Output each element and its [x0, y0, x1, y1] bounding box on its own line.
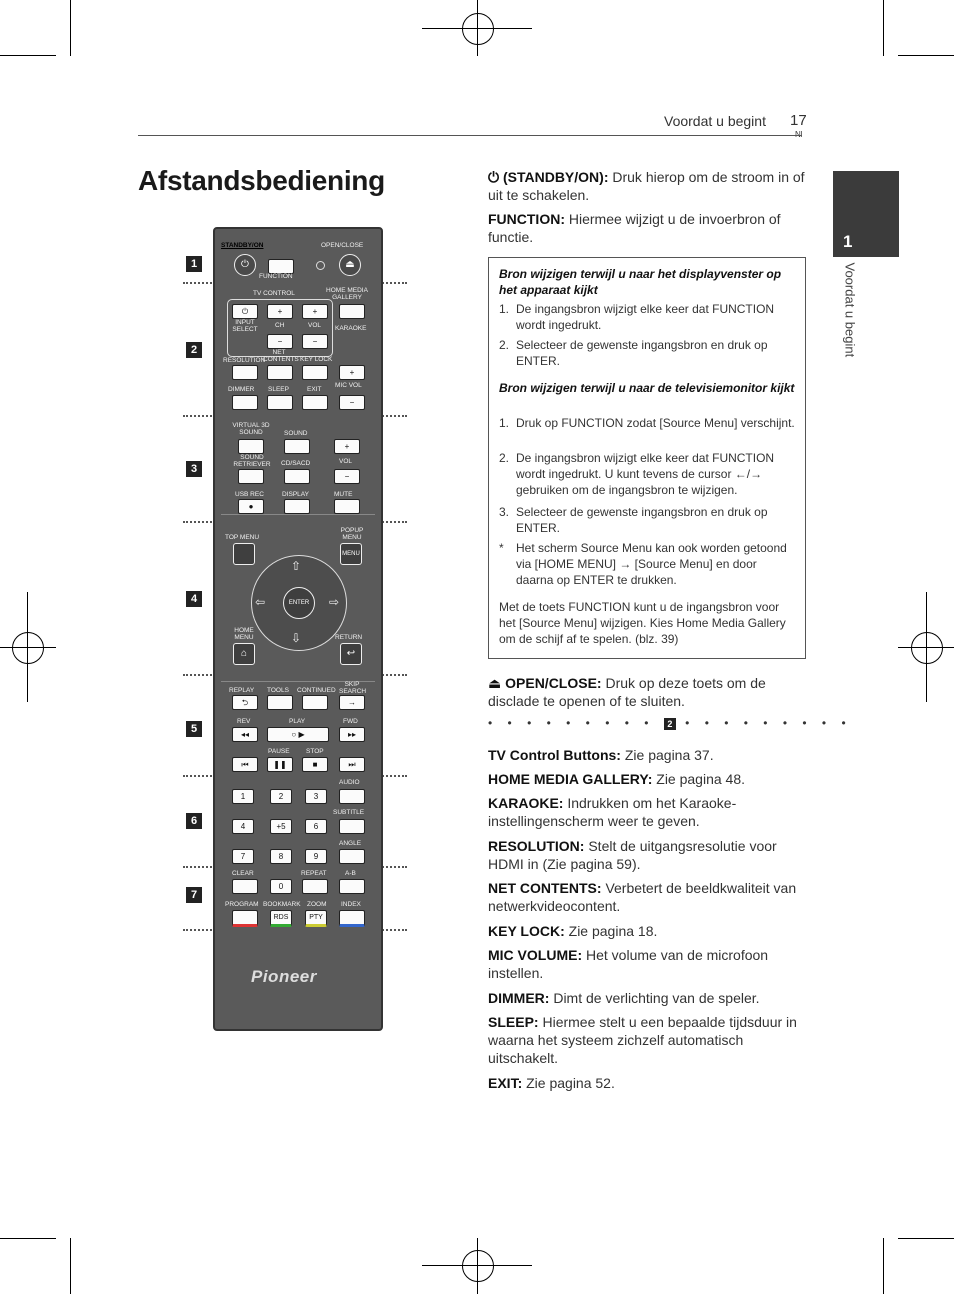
standby-text: Druk hierop om de stroom in of uit te schakelen. [488, 169, 805, 203]
usb-rec-button[interactable]: ● [238, 499, 264, 514]
crop-mark [883, 1238, 884, 1294]
registration-mark [12, 632, 44, 664]
right-arrow-icon[interactable]: ⇨ [329, 595, 340, 609]
subtitle-button[interactable] [339, 819, 365, 834]
ch-label: CH [275, 322, 285, 329]
item-term: NET CONTENTS: [488, 880, 602, 896]
tv-control-label: TV CONTROL [253, 290, 295, 297]
function-description [488, 210, 806, 246]
item-home-media [488, 770, 806, 788]
list-item: 1. Druk op FUNCTION zodat [Source Menu] verschijnt. [499, 415, 797, 431]
enter-button[interactable]: ENTER [283, 587, 315, 619]
left-arrow-icon[interactable]: ⇦ [255, 595, 266, 609]
play-label: PLAY [289, 718, 306, 725]
display-button[interactable] [284, 499, 310, 514]
digit-2-button[interactable]: 2 [270, 789, 292, 804]
digit-plus5-button[interactable]: +5 [270, 819, 292, 834]
sound-retriever-label: SOUND RETRIEVER [233, 454, 271, 468]
item-text: Het volume van de microfoon instellen. [488, 947, 769, 981]
skip-search-label: SKIP SEARCH [339, 681, 367, 695]
list-item-text: Druk op FUNCTION zodat [Source Menu] verschijnt. [516, 416, 795, 430]
net-contents-button[interactable] [267, 365, 293, 380]
program-button[interactable] [232, 910, 258, 927]
top-menu-button[interactable] [233, 543, 255, 565]
box-heading-2: Bron wijzigen terwijl u naar de televisiemonitor kijkt [499, 381, 795, 395]
item-mic-volume [488, 946, 806, 982]
popup-menu-label: POPUP MENU [340, 527, 364, 541]
item-tv-control [488, 746, 806, 764]
brand-logo: Pioneer [251, 967, 317, 986]
crop-mark [0, 1238, 56, 1239]
mic-vol-down-button[interactable]: − [339, 395, 365, 410]
section-2-marker: 2 [664, 718, 676, 730]
list-item: 2. Selecteer de gewenste ingangsbron en druk op ENTER. [499, 337, 797, 369]
sleep-label: SLEEP [268, 386, 289, 393]
item-term: MIC VOLUME: [488, 947, 583, 963]
angle-label: ANGLE [339, 840, 362, 847]
item-text: Zie pagina 52. [522, 1075, 615, 1091]
subtitle-label: SUBTITLE [333, 809, 365, 816]
open-close-term: OPEN/CLOSE: [505, 675, 602, 691]
vol-down-main-button[interactable]: − [334, 469, 360, 484]
digit-4-button[interactable]: 4 [232, 819, 254, 834]
replay-label: REPLAY [229, 687, 255, 694]
section-marker-2: 2 [186, 342, 202, 358]
digit-9-button[interactable]: 9 [305, 849, 327, 864]
fwd-label: FWD [343, 718, 358, 725]
item-term: DIMMER: [488, 990, 550, 1006]
eject-icon: ⏏ [488, 675, 506, 691]
clear-button[interactable] [232, 879, 258, 894]
fwd-button[interactable]: ▸▸ [339, 727, 365, 742]
item-net-contents [488, 879, 806, 915]
function-button[interactable] [268, 259, 294, 274]
list-item: 1. De ingangsbron wijzigt elke keer dat FUNCTION wordt ingedrukt. [499, 301, 797, 333]
page-number: 17 [790, 112, 807, 129]
open-close-button[interactable]: ⏏ [339, 254, 361, 276]
item-text: Verbetert de beeldkwaliteit van netwerkvideocontent. [488, 880, 797, 914]
item-term: KEY LOCK: [488, 923, 565, 939]
list-item-text: Selecteer de gewenste ingangsbron en druk op ENTER. [516, 505, 768, 535]
digit-0-button[interactable]: 0 [270, 879, 292, 894]
tv-power-button[interactable]: ⏻ [232, 304, 258, 319]
item-text: Stelt de uitgangsresolutie voor HDMI in (Zie pagina 59). [488, 838, 777, 872]
index-label: INDEX [341, 901, 361, 908]
prev-button[interactable]: ⏮ [232, 757, 258, 772]
resolution-button[interactable] [232, 365, 258, 380]
mic-vol-up-button[interactable]: + [339, 365, 365, 380]
rev-label: REV [237, 718, 251, 725]
footnote [499, 540, 797, 588]
exit-label: EXIT [307, 386, 322, 393]
key-lock-label: KEY LOCK [300, 356, 333, 363]
section-marker-3: 3 [186, 461, 202, 477]
audio-button[interactable] [339, 789, 365, 804]
item-text: Hiermee stelt u een bepaalde tijdsduur in waarna het systeem zichzelf automatisch uitschakelt. [488, 1014, 797, 1066]
input-select-label: INPUT SELECT [232, 319, 258, 333]
digit-3-button[interactable]: 3 [305, 789, 327, 804]
vol-up-main-button[interactable]: + [334, 439, 360, 454]
up-arrow-icon[interactable]: ⇧ [291, 559, 302, 573]
vol-down-button[interactable]: − [302, 334, 328, 349]
section-marker-4: 4 [186, 591, 202, 607]
continued-button[interactable] [302, 695, 328, 710]
footnote-text: Het scherm Source Menu kan ook worden getoond via [HOME MENU] → [Source Menu] en door daarna op ENTER te drukken. [516, 541, 787, 587]
footnote-mark: * [499, 541, 504, 555]
index-button[interactable] [339, 910, 365, 927]
indicator-led [316, 261, 325, 270]
karaoke-label: KARAOKE [335, 325, 367, 332]
item-dimmer [488, 989, 806, 1007]
item-key-lock [488, 922, 806, 940]
item-text: Zie pagina 37. [620, 747, 714, 763]
pause-button[interactable]: ❚❚ [267, 757, 293, 772]
registration-mark [462, 1250, 494, 1282]
remote-control-illustration [213, 227, 383, 1031]
section-marker-5: 5 [186, 721, 202, 737]
standby-description [488, 168, 806, 204]
item-term: EXIT: [488, 1075, 523, 1091]
digit-1-button[interactable]: 1 [232, 789, 254, 804]
item-term: KARAOKE: [488, 795, 564, 811]
tools-button[interactable] [267, 695, 293, 710]
open-close-label: OPEN/CLOSE [321, 242, 364, 249]
open-close-text: Druk op deze toets om de disclade te openen of te sluiten. [488, 675, 766, 709]
next-button[interactable]: ⏭ [339, 757, 365, 772]
mute-label: MUTE [334, 491, 353, 498]
list-item-text: De ingangsbron wijzigt elke keer dat FUNCTION wordt ingedrukt. U kunt tevens de cursor ←/→ gebruiken om de ingangsbron te wijzigen. [516, 451, 775, 497]
digit-7-button[interactable]: 7 [232, 849, 254, 864]
stop-button[interactable]: ■ [302, 757, 328, 772]
standby-icon: ⏻ [488, 169, 503, 185]
replay-button[interactable]: ⮌ [232, 695, 258, 710]
repeat-label: REPEAT [301, 870, 327, 877]
section-marker-6: 6 [186, 813, 202, 829]
dimmer-label: DIMMER [228, 386, 255, 393]
ch-up-button[interactable]: + [267, 304, 293, 319]
top-menu-label: TOP MENU [225, 534, 260, 541]
running-header: Voordat u begint [664, 113, 766, 129]
bookmark-label: BOOKMARK [263, 901, 301, 908]
display-label: DISPLAY [282, 491, 309, 498]
chapter-number: 1 [843, 232, 853, 251]
section-marker-7: 7 [186, 887, 202, 903]
audio-label: AUDIO [339, 779, 360, 786]
clear-label: CLEAR [232, 870, 254, 877]
virtual-3d-button[interactable] [238, 439, 264, 454]
list-item-text: De ingangsbron wijzigt elke keer dat FUNCTION wordt ingedrukt. [516, 302, 775, 332]
down-arrow-icon[interactable]: ⇩ [291, 631, 302, 645]
digit-6-button[interactable]: 6 [305, 819, 327, 834]
standby-label: STANDBY/ON [221, 242, 264, 249]
usb-rec-label: USB REC [235, 491, 264, 498]
registration-mark [911, 632, 943, 664]
function-term: FUNCTION: [488, 211, 565, 227]
item-text: Indrukken om het Karaokeinstellingenscherm weer te geven. [488, 795, 737, 829]
net-contents-label: NET CONTENTS [263, 349, 299, 363]
vol-up-button[interactable]: + [302, 304, 328, 319]
return-button[interactable]: ↩ [340, 643, 362, 665]
repeat-button[interactable] [302, 879, 328, 894]
mic-vol-label: MIC VOL [335, 382, 362, 389]
registration-mark [462, 13, 494, 45]
item-text: Dimt de verlichting van de speler. [549, 990, 760, 1006]
page-title: Afstandsbediening [138, 165, 385, 196]
standby-term: (STANDBY/ON): [502, 169, 609, 185]
crop-mark [883, 0, 884, 56]
home-menu-label: HOME MENU [234, 627, 254, 641]
cd-sacd-button[interactable] [284, 469, 310, 484]
item-term: HOME MEDIA GALLERY: [488, 771, 653, 787]
vol-main-label: VOL [339, 458, 353, 465]
sleep-button[interactable] [267, 395, 293, 410]
zoom-button[interactable]: PTY [305, 910, 327, 927]
cd-sacd-label: CD/SACD [281, 460, 311, 467]
vol-label: VOL [308, 322, 322, 329]
item-karaoke [488, 794, 806, 830]
rev-button[interactable]: ◂◂ [232, 727, 258, 742]
continued-label: CONTINUED [297, 687, 336, 694]
item-text: Zie pagina 18. [564, 923, 658, 939]
function-label: FUNCTION [259, 273, 293, 280]
zoom-label: ZOOM [307, 901, 327, 908]
dimmer-button[interactable] [232, 395, 258, 410]
list-item-text: Selecteer de gewenste ingangsbron en druk op ENTER. [516, 338, 768, 368]
section-marker-1: 1 [186, 256, 202, 272]
crop-mark [70, 0, 71, 56]
sound-button[interactable] [284, 439, 310, 454]
function-text: Hiermee wijzigt u de invoerbron of functie. [488, 211, 781, 245]
ch-down-button[interactable]: − [267, 334, 293, 349]
list-item: 3. Selecteer de gewenste ingangsbron en druk op ENTER. [499, 504, 797, 536]
home-menu-button[interactable]: ⌂ [233, 643, 255, 665]
item-term: TV Control Buttons: [488, 747, 621, 763]
pause-label: PAUSE [268, 748, 290, 755]
bookmark-button[interactable]: RDS [270, 910, 292, 927]
section-2-separator: • • • • • • • • • 2 • • • • • • • • • [488, 716, 852, 730]
digit-8-button[interactable]: 8 [270, 849, 292, 864]
box-heading-1: Bron wijzigen terwijl u naar het displayvenster op het apparaat kijkt [499, 267, 782, 297]
mute-button[interactable] [334, 499, 360, 514]
item-exit [488, 1074, 806, 1092]
chapter-side-label: Voordat u begint [842, 262, 858, 358]
skip-search-button[interactable]: → [339, 695, 365, 710]
home-media-label: HOME MEDIA GALLERY [326, 287, 368, 301]
standby-button[interactable]: ⏻ [234, 254, 256, 276]
play-button[interactable]: ○ ▶ [267, 727, 329, 742]
remote-divider [221, 514, 375, 515]
item-resolution [488, 837, 806, 873]
item-term: RESOLUTION: [488, 838, 585, 854]
stop-label: STOP [306, 748, 324, 755]
list-item: 2. De ingangsbron wijzigt elke keer dat FUNCTION wordt ingedrukt. U kunt tevens de cursor ←/→ gebruiken om de ingangsbron te wijzigen. [499, 450, 797, 498]
open-close-description [488, 674, 806, 710]
key-lock-button[interactable] [302, 365, 328, 380]
ab-button[interactable] [339, 879, 365, 894]
item-term: SLEEP: [488, 1014, 539, 1030]
virtual-3d-label: VIRTUAL 3D SOUND [232, 422, 270, 436]
resolution-label: RESOLUTION [223, 357, 266, 364]
exit-button[interactable] [302, 395, 328, 410]
item-sleep [488, 1013, 806, 1067]
crop-mark [898, 1238, 954, 1239]
sound-retriever-button[interactable] [238, 469, 264, 484]
home-media-button[interactable] [339, 304, 365, 319]
header-rule [138, 135, 802, 136]
return-label: RETURN [335, 634, 363, 641]
angle-button[interactable] [339, 849, 365, 864]
program-label: PROGRAM [225, 901, 259, 908]
crop-mark [70, 1238, 71, 1294]
crop-mark [898, 55, 954, 56]
popup-menu-button[interactable]: MENU [340, 543, 362, 565]
sound-label: SOUND [284, 430, 308, 437]
crop-mark [0, 55, 56, 56]
box-note: Met de toets FUNCTION kunt u de ingangsbron voor het [Source Menu] wijzigen. Kies Home Media Gallery om de schijf af te spelen. (blz. 39) [499, 600, 786, 646]
ab-label: A-B [345, 870, 356, 877]
item-text: Zie pagina 48. [652, 771, 745, 787]
tools-label: TOOLS [267, 687, 289, 694]
